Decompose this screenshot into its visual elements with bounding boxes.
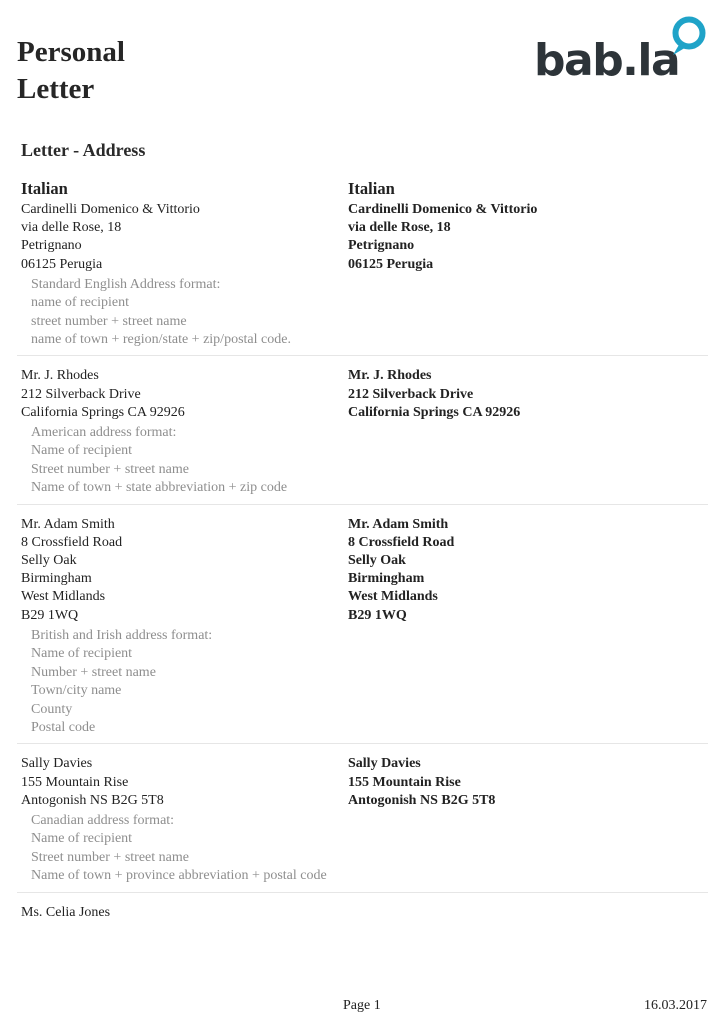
format-note-line: name of recipient bbox=[31, 295, 129, 311]
right-address-column bbox=[348, 755, 708, 810]
format-note-line: Name of town + province abbreviation + postal code bbox=[31, 868, 327, 884]
right-address-line: Sally Davies bbox=[348, 756, 421, 772]
left-address-line: Petrignano bbox=[21, 238, 82, 254]
format-note-line: British and Irish address format: bbox=[31, 627, 213, 643]
left-address-line: Sally Davies bbox=[21, 756, 93, 772]
format-note-line: Name of recipient bbox=[31, 646, 133, 662]
format-notes bbox=[17, 422, 708, 498]
footer-date: 16.03.2017 bbox=[644, 998, 707, 1013]
right-address-line: Mr. J. Rhodes bbox=[348, 368, 432, 384]
left-address-column bbox=[17, 904, 348, 922]
format-notes bbox=[17, 274, 708, 350]
address-entry bbox=[17, 755, 708, 892]
right-address-line: 155 Mountain Rise bbox=[348, 774, 461, 790]
format-note-line: Name of recipient bbox=[31, 443, 133, 459]
format-note-line: Postal code bbox=[31, 719, 96, 735]
address-columns bbox=[17, 904, 708, 922]
left-address-line: B29 1WQ bbox=[21, 607, 79, 623]
right-address-line: 06125 Perugia bbox=[348, 256, 434, 272]
left-address-line: Selly Oak bbox=[21, 553, 77, 569]
right-address-line: Cardinelli Domenico & Vittorio bbox=[348, 202, 538, 217]
format-note-line: Canadian address format: bbox=[31, 812, 175, 828]
left-address-line: West Midlands bbox=[21, 589, 106, 605]
left-address-column bbox=[17, 201, 348, 274]
right-address-line: Mr. Adam Smith bbox=[348, 516, 449, 532]
right-address-line: West Midlands bbox=[348, 589, 438, 605]
left-address-line: 155 Mountain Rise bbox=[21, 774, 129, 790]
babla-logo bbox=[532, 14, 710, 80]
right-address-line: via delle Rose, 18 bbox=[348, 220, 451, 236]
address-columns bbox=[17, 755, 708, 810]
format-note-line: Standard English Address format: bbox=[31, 276, 221, 292]
left-address-column bbox=[17, 755, 348, 810]
right-address-column bbox=[348, 904, 708, 922]
right-address-column bbox=[348, 516, 708, 625]
left-address-column bbox=[17, 367, 348, 422]
title-line-1: Personal bbox=[17, 36, 125, 68]
format-note-line: Street number + street name bbox=[31, 461, 189, 477]
address-entry bbox=[17, 367, 708, 504]
format-note-line: name of town + region/state + zip/postal code. bbox=[31, 332, 291, 348]
left-address-line: Birmingham bbox=[21, 571, 92, 587]
format-note-line: Town/city name bbox=[31, 683, 122, 699]
right-language-heading: Italian bbox=[348, 179, 395, 198]
left-address-line: 06125 Perugia bbox=[21, 256, 103, 272]
address-entry bbox=[17, 201, 708, 356]
format-note-line: Number + street name bbox=[31, 664, 156, 680]
left-address-line: Cardinelli Domenico & Vittorio bbox=[21, 202, 200, 217]
right-address-line: B29 1WQ bbox=[348, 607, 407, 623]
title-line-2: Letter bbox=[17, 73, 95, 105]
format-note-line: Street number + street name bbox=[31, 849, 189, 865]
right-address-line: Birmingham bbox=[348, 571, 425, 587]
address-entry bbox=[17, 516, 708, 745]
format-notes bbox=[17, 810, 708, 886]
address-columns bbox=[17, 367, 708, 422]
address-entry bbox=[17, 904, 708, 928]
right-address-line: 212 Silverback Drive bbox=[348, 386, 474, 402]
right-address-line: Antogonish NS B2G 5T8 bbox=[348, 792, 496, 808]
left-address-line: Mr. Adam Smith bbox=[21, 516, 115, 532]
format-note-line: Name of town + state abbreviation + zip code bbox=[31, 480, 288, 496]
right-address-line: Petrignano bbox=[348, 238, 415, 254]
format-note-line: street number + street name bbox=[31, 313, 187, 329]
right-address-line: California Springs CA 92926 bbox=[348, 404, 521, 420]
right-address-column bbox=[348, 201, 708, 274]
format-note-line: County bbox=[31, 701, 73, 717]
left-address-line: Ms. Celia Jones bbox=[21, 904, 111, 920]
right-address-line: 8 Crossfield Road bbox=[348, 534, 455, 550]
left-address-line: 212 Silverback Drive bbox=[21, 386, 141, 402]
address-columns bbox=[17, 516, 708, 625]
address-columns bbox=[17, 201, 708, 274]
address-entries bbox=[17, 201, 708, 939]
page-number: Page 1 bbox=[343, 998, 381, 1013]
left-address-line: 8 Crossfield Road bbox=[21, 534, 123, 550]
left-address-column bbox=[17, 516, 348, 625]
speech-bubble-icon bbox=[676, 20, 703, 47]
format-notes bbox=[17, 625, 708, 737]
right-address-line: Selly Oak bbox=[348, 553, 406, 569]
right-address-column bbox=[348, 367, 708, 422]
left-address-line: California Springs CA 92926 bbox=[21, 404, 185, 420]
format-note-line: American address format: bbox=[31, 425, 177, 441]
logo-text: bab.la bbox=[534, 35, 680, 80]
left-address-line: Mr. J. Rhodes bbox=[21, 368, 99, 384]
left-address-line: Antogonish NS B2G 5T8 bbox=[21, 792, 164, 808]
left-language-heading: Italian bbox=[21, 179, 68, 198]
document-title bbox=[17, 34, 125, 108]
section-title: Letter - Address bbox=[21, 140, 146, 160]
format-note-line: Name of recipient bbox=[31, 831, 133, 847]
left-address-line: via delle Rose, 18 bbox=[21, 220, 122, 236]
